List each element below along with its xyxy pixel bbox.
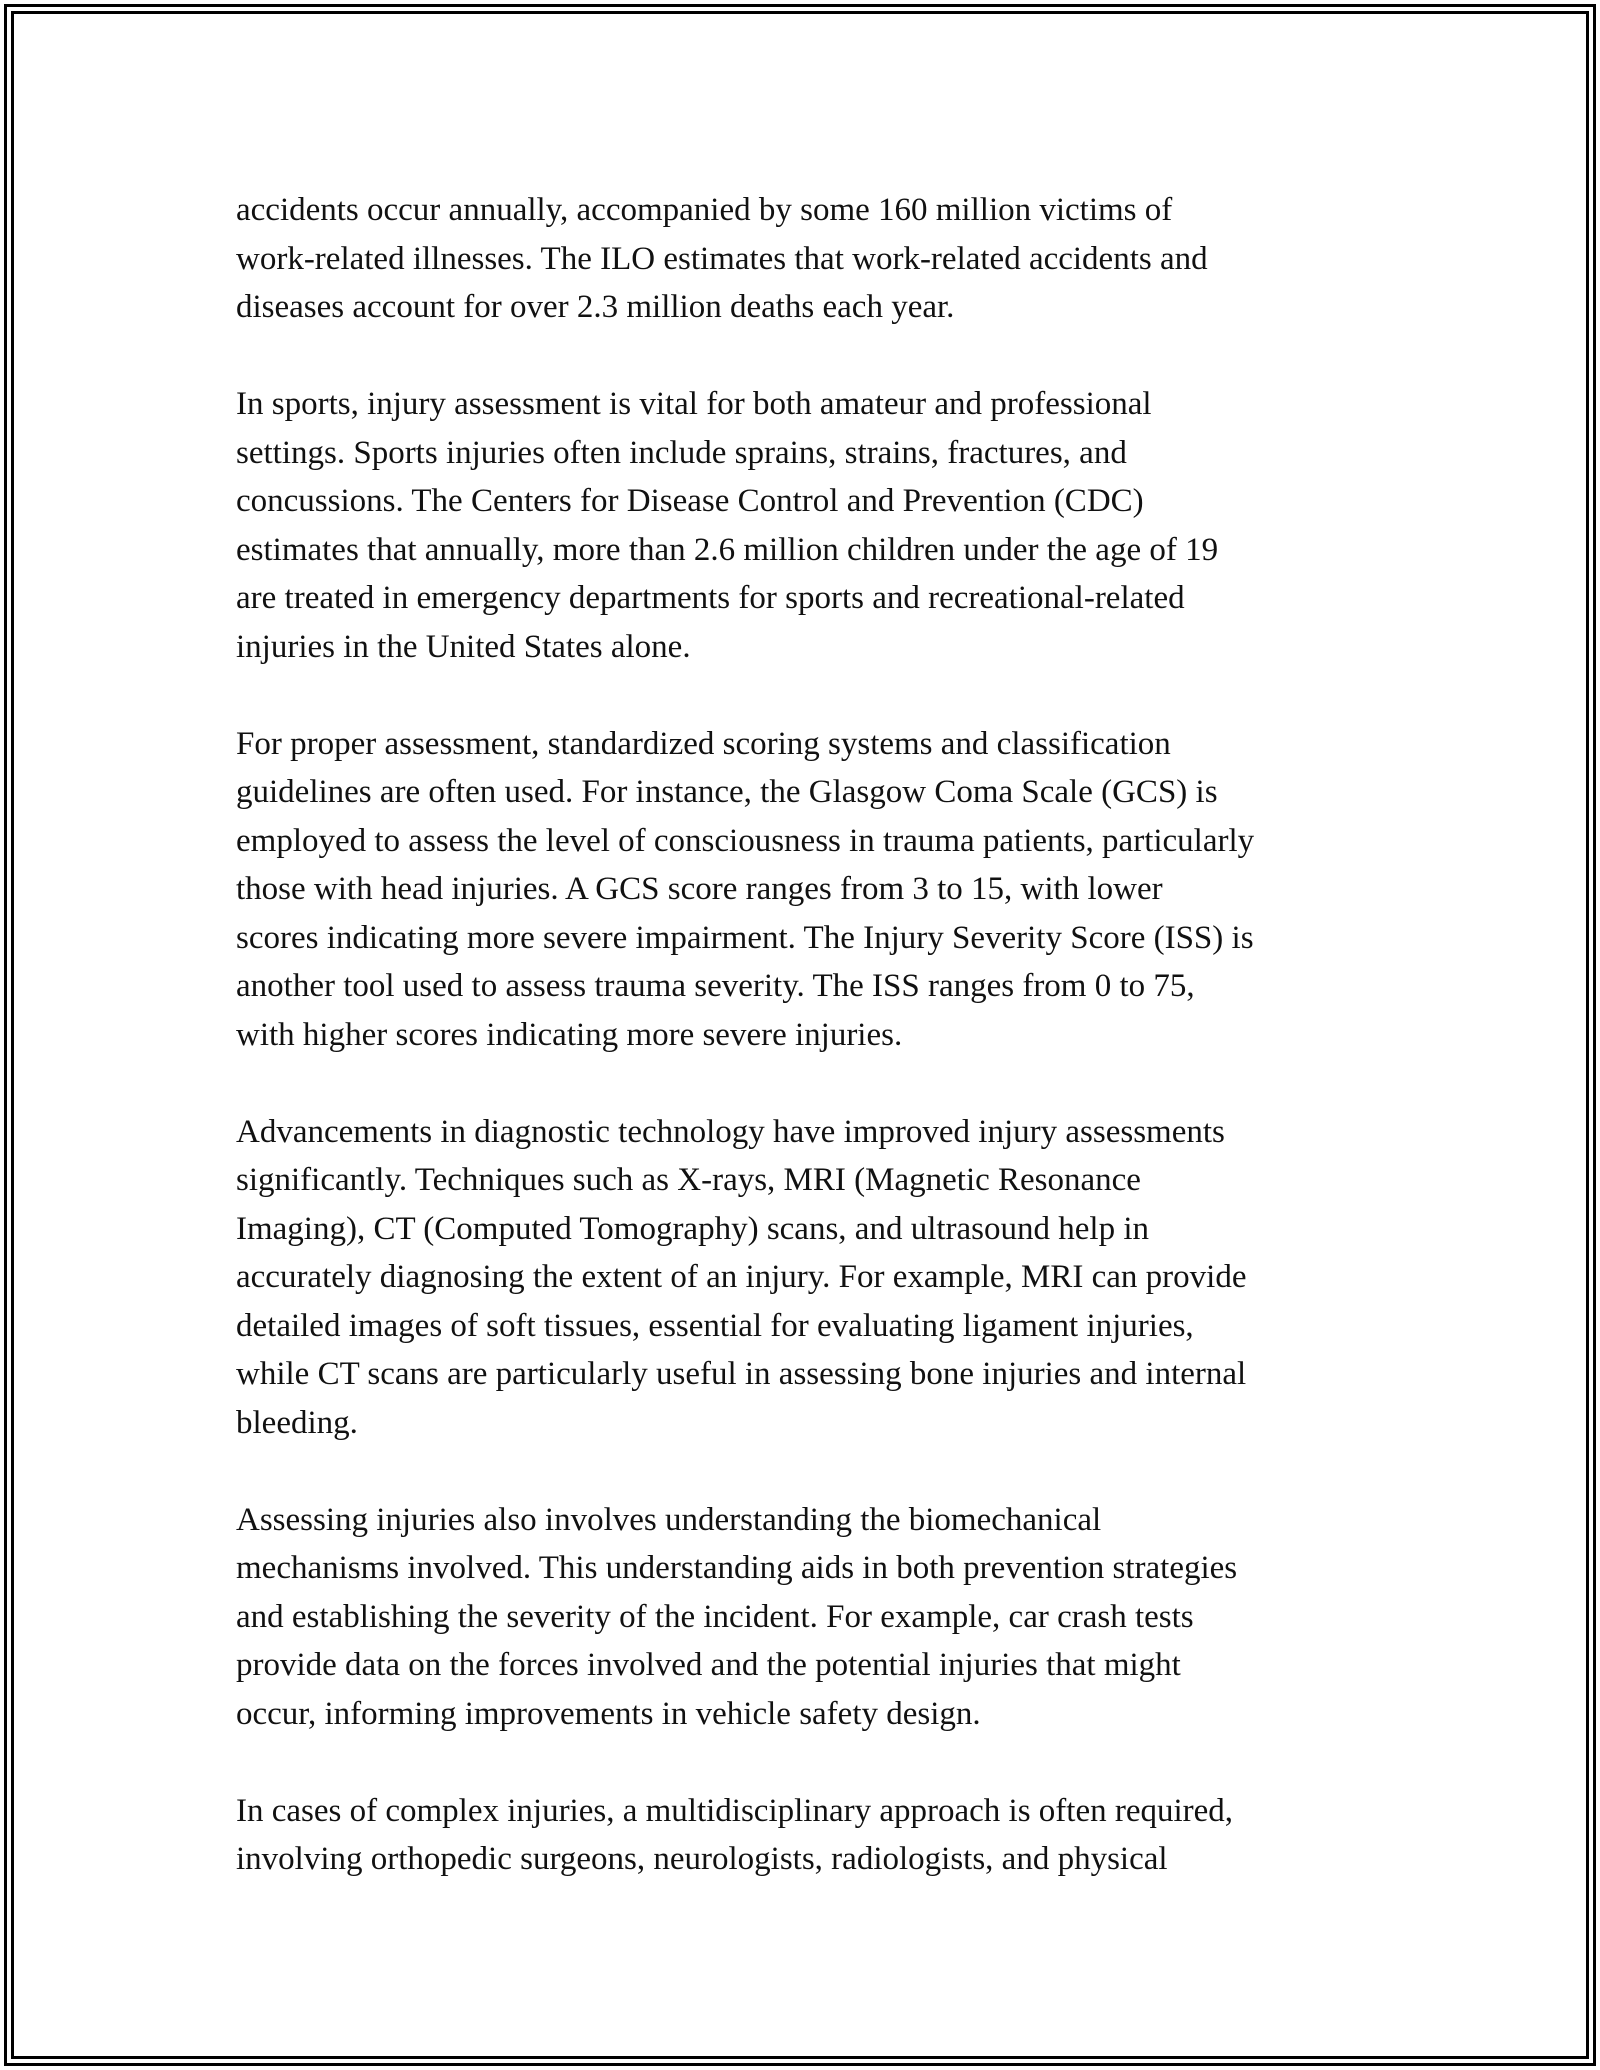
text-line: scores indicating more severe impairment. The Injury Severity Score (ISS) is xyxy=(236,919,1254,956)
text-line: with higher scores indicating more severe injuries. xyxy=(236,1016,903,1053)
document-body xyxy=(236,186,1386,1932)
paragraph-diagnostic-technology xyxy=(236,1108,1386,1448)
paragraph-workplace-accidents xyxy=(236,186,1386,332)
text-line: Advancements in diagnostic technology have improved injury assessments xyxy=(236,1113,1225,1150)
text-line: work-related illnesses. The ILO estimates that work-related accidents and xyxy=(236,240,1208,277)
paragraph-scoring-systems xyxy=(236,720,1386,1060)
text-line: occur, informing improvements in vehicle safety design. xyxy=(236,1695,981,1732)
text-line: guidelines are often used. For instance, the Glasgow Coma Scale (GCS) is xyxy=(236,774,1218,810)
text-line: accurately diagnosing the extent of an injury. For example, MRI can provide xyxy=(236,1259,1247,1295)
text-line: another tool used to assess trauma severity. The ISS ranges from 0 to 75, xyxy=(236,968,1195,1004)
text-line: significantly. Techniques such as X-rays, MRI (Magnetic Resonance xyxy=(236,1162,1141,1198)
text-line: detailed images of soft tissues, essential for evaluating ligament injuries, xyxy=(236,1307,1194,1344)
text-line: estimates that annually, more than 2.6 million children under the age of 19 xyxy=(236,531,1219,568)
paragraph-biomechanics xyxy=(236,1496,1386,1739)
text-line: and establishing the severity of the incident. For example, car crash tests xyxy=(236,1598,1194,1635)
text-line: In sports, injury assessment is vital for both amateur and professional xyxy=(236,386,1152,422)
paragraph-sports-injuries xyxy=(236,380,1386,671)
text-line: accidents occur annually, accompanied by some 160 million victims of xyxy=(236,192,1173,228)
text-line: Imaging), CT (Computed Tomography) scans, and ultrasound help in xyxy=(236,1210,1149,1247)
text-line: For proper assessment, standardized scoring systems and classification xyxy=(236,725,1171,762)
text-line: while CT scans are particularly useful in assessing bone injuries and internal xyxy=(236,1356,1247,1392)
text-line: involving orthopedic surgeons, neurologists, radiologists, and physical xyxy=(236,1841,1168,1877)
text-line: In cases of complex injuries, a multidisciplinary approach is often required, xyxy=(236,1792,1234,1829)
paragraph-multidisciplinary xyxy=(236,1787,1386,1884)
text-line: bleeding. xyxy=(236,1404,358,1441)
text-line: provide data on the forces involved and the potential injuries that might xyxy=(236,1647,1181,1683)
text-line: diseases account for over 2.3 million deaths each year. xyxy=(236,289,955,325)
text-line: settings. Sports injuries often include sprains, strains, fractures, and xyxy=(236,434,1127,471)
text-line: those with head injuries. A GCS score ranges from 3 to 15, with lower xyxy=(236,871,1163,907)
text-line: injuries in the United States alone. xyxy=(236,628,691,665)
text-line: employed to assess the level of consciousness in trauma patients, particularly xyxy=(236,822,1255,859)
text-line: Assessing injuries also involves understanding the biomechanical xyxy=(236,1501,1102,1538)
text-line: concussions. The Centers for Disease Control and Prevention (CDC) xyxy=(236,483,1144,519)
text-line: mechanisms involved. This understanding aids in both prevention strategies xyxy=(236,1550,1238,1586)
text-line: are treated in emergency departments for sports and recreational-related xyxy=(236,580,1185,616)
